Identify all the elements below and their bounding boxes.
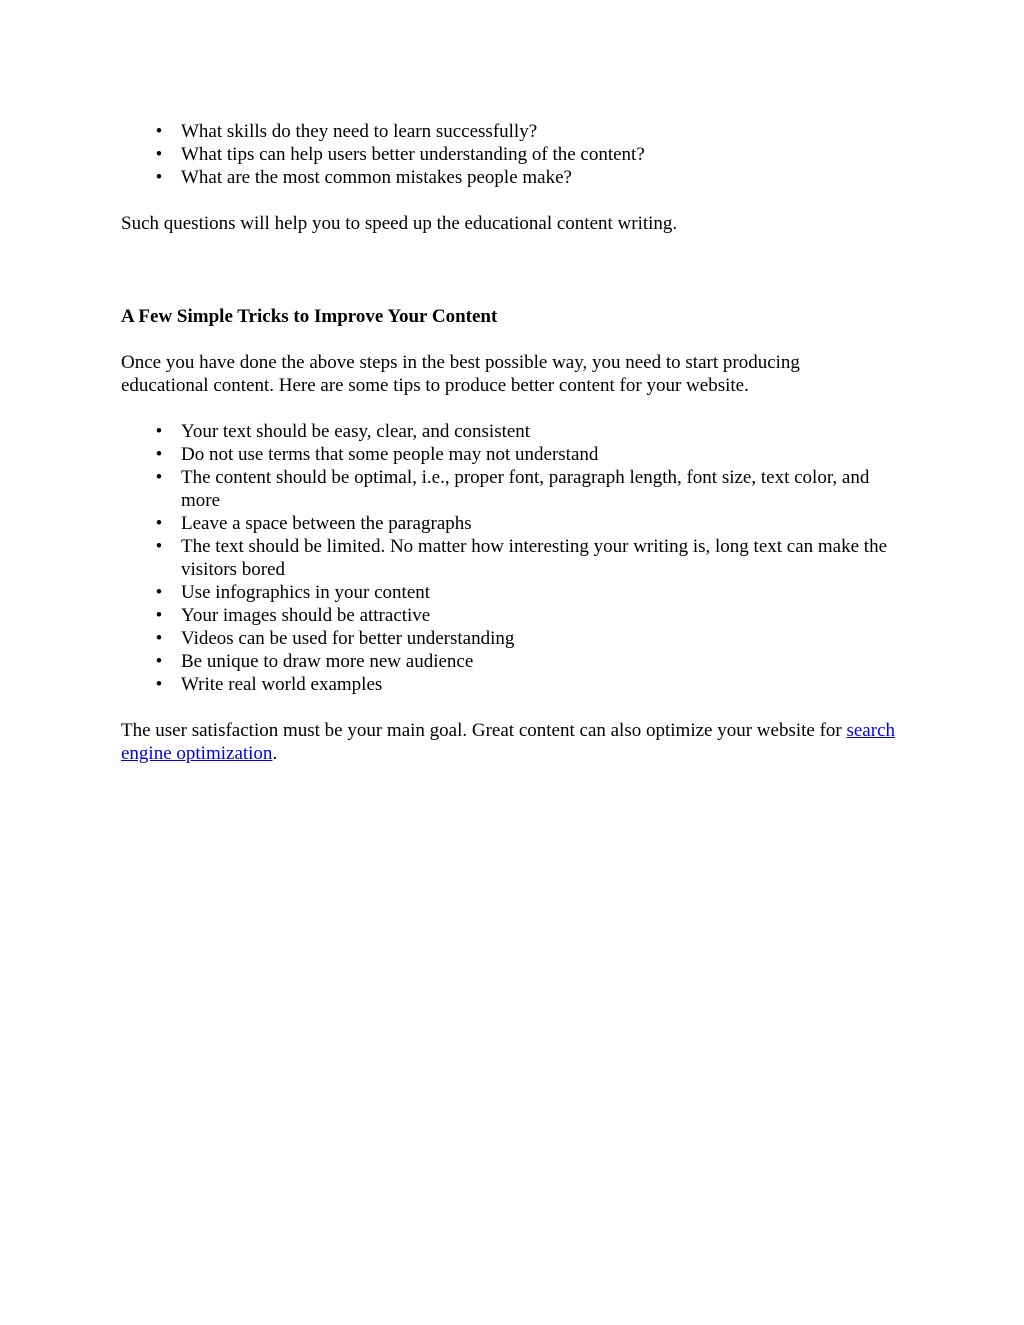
list-item-text: Use infographics in your content bbox=[181, 582, 431, 603]
list-item bbox=[121, 535, 911, 581]
list-item bbox=[121, 420, 911, 443]
list-item bbox=[121, 581, 911, 604]
closing-paragraph bbox=[121, 719, 901, 765]
bullet-icon: • bbox=[155, 628, 163, 649]
bullet-icon: • bbox=[155, 536, 163, 557]
bullet-icon: • bbox=[155, 605, 163, 626]
list-item bbox=[121, 650, 911, 673]
list-item bbox=[121, 166, 911, 189]
list-item-text: What are the most common mistakes people make? bbox=[181, 167, 572, 188]
list-item-text: Do not use terms that some people may not understand bbox=[181, 444, 599, 465]
list-item bbox=[121, 120, 911, 143]
list-item-text: Your text should be easy, clear, and consistent bbox=[181, 421, 531, 442]
list-item-text: The text should be limited. No matter how interesting your writing is, long text can make the visitors bored bbox=[181, 536, 888, 580]
list-item-text: The content should be optimal, i.e., proper font, paragraph length, font size, text color, and more bbox=[181, 467, 870, 511]
list-item bbox=[121, 466, 911, 512]
bullet-icon: • bbox=[155, 467, 163, 488]
bullet-icon: • bbox=[155, 651, 163, 672]
intro-bullet-list bbox=[121, 120, 911, 189]
list-item bbox=[121, 673, 911, 696]
bullet-icon: • bbox=[155, 144, 163, 165]
intro-closing-paragraph: Such questions will help you to speed up the educational content writing. bbox=[121, 213, 678, 234]
list-item bbox=[121, 143, 911, 166]
list-item-text: What tips can help users better understanding of the content? bbox=[181, 144, 645, 165]
list-item bbox=[121, 604, 911, 627]
bullet-icon: • bbox=[155, 513, 163, 534]
section-heading: A Few Simple Tricks to Improve Your Content bbox=[121, 306, 498, 327]
bullet-icon: • bbox=[155, 444, 163, 465]
seo-link[interactable]: search engine optimization bbox=[121, 720, 896, 764]
list-item-text: Videos can be used for better understanding bbox=[181, 628, 515, 649]
list-item bbox=[121, 627, 911, 650]
list-item-text: Leave a space between the paragraphs bbox=[181, 513, 472, 534]
bullet-icon: • bbox=[155, 167, 163, 188]
closing-text: The user satisfaction must be your main goal. Great content can also optimize your website for bbox=[121, 720, 842, 741]
list-item-text: Write real world examples bbox=[181, 674, 383, 695]
list-item-text: Your images should be attractive bbox=[181, 605, 431, 626]
list-item-text: What skills do they need to learn successfully? bbox=[181, 121, 538, 142]
bullet-icon: • bbox=[155, 674, 163, 695]
bullet-icon: • bbox=[155, 121, 163, 142]
bullet-icon: • bbox=[155, 582, 163, 603]
list-item bbox=[121, 443, 911, 466]
list-item-text: Be unique to draw more new audience bbox=[181, 651, 474, 672]
section-intro-paragraph: Once you have done the above steps in the best possible way, you need to start producing educational content. Here are some tips to produce better content for your website. bbox=[121, 352, 800, 396]
list-item bbox=[121, 512, 911, 535]
document-page bbox=[121, 120, 911, 765]
tips-bullet-list bbox=[121, 420, 911, 696]
bullet-icon: • bbox=[155, 421, 163, 442]
closing-period: . bbox=[272, 743, 278, 764]
